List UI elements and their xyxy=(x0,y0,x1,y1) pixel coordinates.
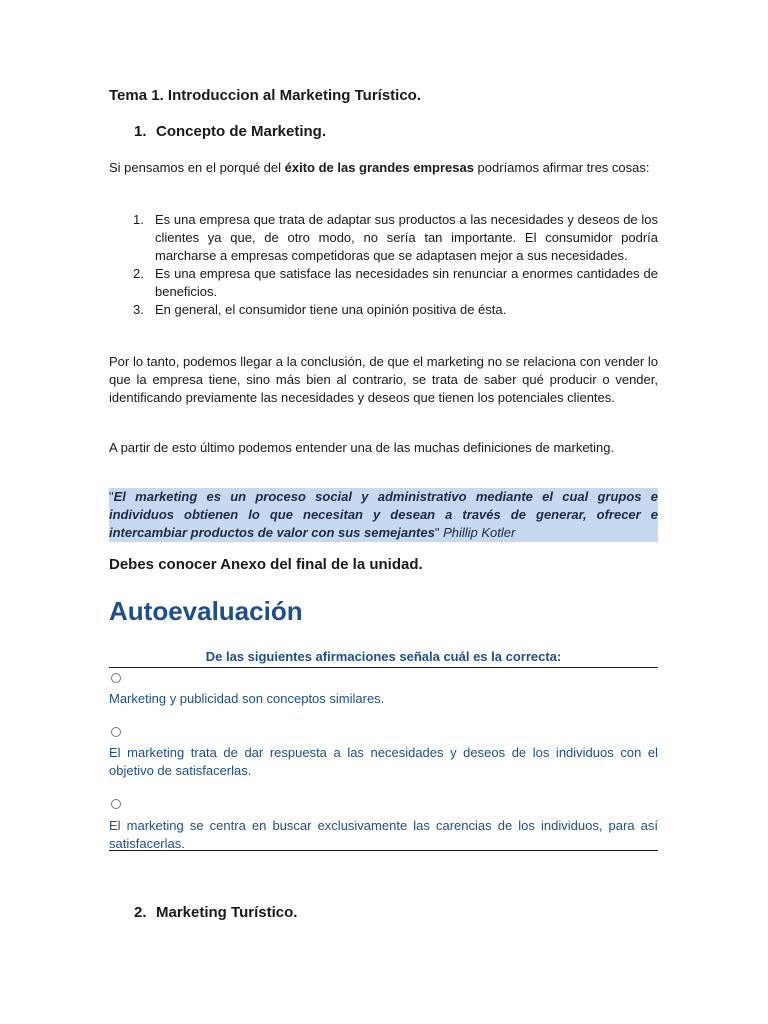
list-item-text: Es una empresa que satisface las necesidades sin renunciar a enormes cantidades de beneficios. xyxy=(155,266,658,299)
quote-author: Phillip Kotler xyxy=(443,525,516,540)
intro-text-post: podríamos afirmar tres cosas: xyxy=(473,160,650,175)
conclusion-paragraph: Por lo tanto, podemos llegar a la conclusión, de que el marketing no se relaciona con vender lo que la empresa tiene, sino más bien al contrario, se trata de saber qué producir o vender, identificando previamente las necesidades y deseos que tienen los potenciales clientes. xyxy=(109,354,658,405)
section-number: 2. xyxy=(134,904,147,921)
quiz-option-3-radio[interactable] xyxy=(111,799,121,809)
quiz-option-2-radio[interactable] xyxy=(111,727,121,737)
document-title: Tema 1. Introduccion al Marketing Turístico. xyxy=(109,87,421,104)
list-item-text: Es una empresa que trata de adaptar sus productos a las necesidades y deseos de los clientes ya que, de otro modo, no sería tan importante. El consumidor podría marcharse a empresas competidoras que se adaptasen mejor a sus necesidades. xyxy=(155,212,658,263)
quote-text: El marketing es un proceso social y administrativo mediante el cual grupos e individuos obtienen lo que necesitan y desean a través de generar, ofrecer e intercambiar productos de valor con sus semejantes xyxy=(109,489,658,540)
kotler-quote xyxy=(109,488,658,542)
list-item xyxy=(109,265,658,301)
quiz-question: De las siguientes afirmaciones señala cuál es la correcta: xyxy=(205,649,562,664)
list-item-text: En general, el consumidor tiene una opinión positiva de ésta. xyxy=(155,302,507,317)
quiz-option-1-radio[interactable] xyxy=(111,673,121,683)
quiz-top-rule xyxy=(109,667,658,668)
section-heading-concepto xyxy=(134,123,326,140)
quiz-option-2-label[interactable]: El marketing trata de dar respuesta a las necesidades y deseos de los individuos con el objetivo de satisfacerlas. xyxy=(109,745,658,778)
list-item-number: 3. xyxy=(133,302,144,317)
quote-open: " xyxy=(109,489,114,504)
autoevaluacion-heading: Autoevaluación xyxy=(109,596,303,626)
quiz-option-1-label[interactable]: Marketing y publicidad son conceptos similares. xyxy=(109,691,385,706)
intro-paragraph xyxy=(109,159,658,177)
numbered-list xyxy=(109,211,658,319)
quiz-option-3-label[interactable]: El marketing se centra en buscar exclusivamente las carencias de los individuos, para así satisfacerlas. xyxy=(109,818,658,851)
section-heading-turistico xyxy=(134,904,297,921)
list-item-number: 2. xyxy=(133,266,144,281)
section-label: Marketing Turístico. xyxy=(156,904,298,921)
list-item xyxy=(109,301,658,319)
annex-note: Debes conocer Anexo del final de la unidad. xyxy=(109,556,423,573)
intro-text-pre: Si pensamos en el porqué del xyxy=(109,160,285,175)
section-label: Concepto de Marketing. xyxy=(156,123,327,140)
list-item xyxy=(109,211,658,265)
section-number: 1. xyxy=(134,123,147,140)
quote-close: " xyxy=(434,525,444,540)
intro-text-bold: éxito de las grandes empresas xyxy=(284,160,474,175)
list-item-number: 1. xyxy=(133,212,144,227)
quiz-bottom-rule xyxy=(109,850,658,851)
definition-intro-paragraph: A partir de esto último podemos entender una de las muchas definiciones de marketing. xyxy=(109,440,615,455)
